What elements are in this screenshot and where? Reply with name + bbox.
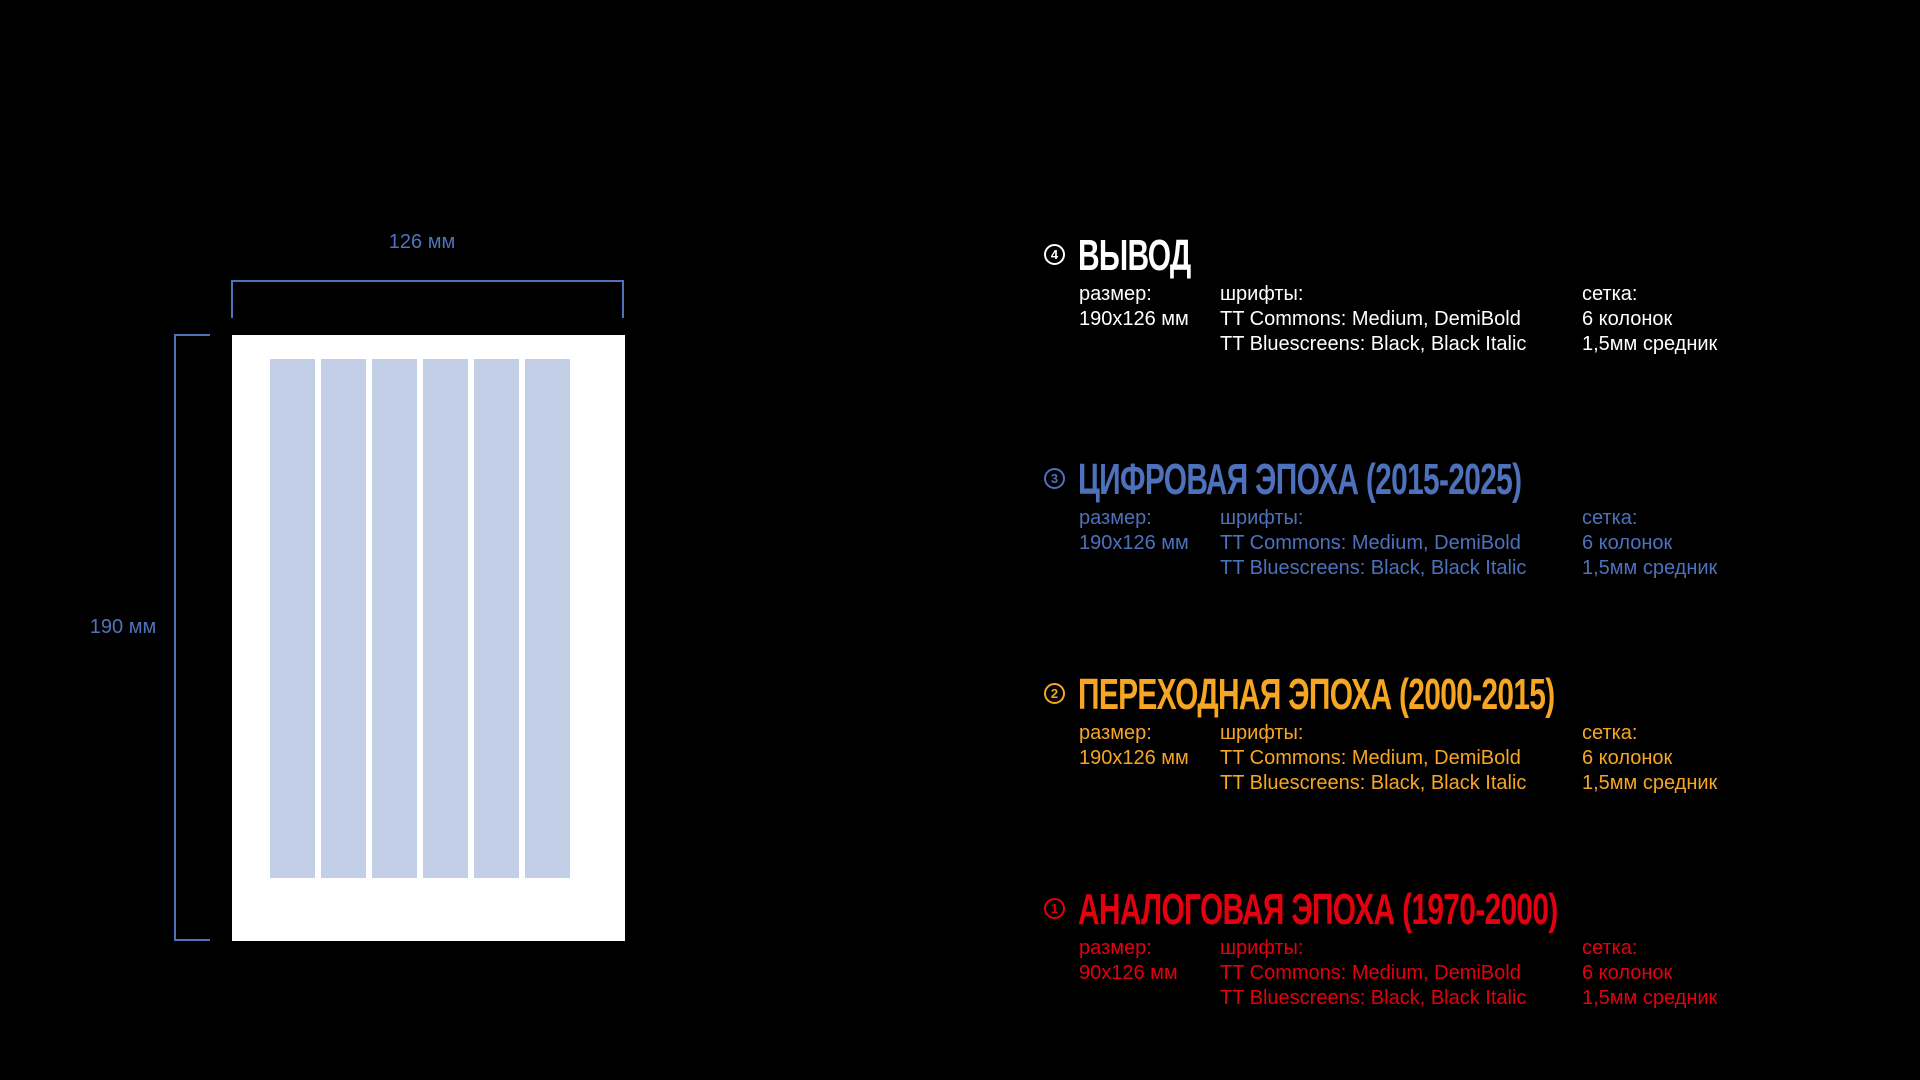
grid-line: 1,5мм средник [1582, 772, 1718, 794]
fonts-label: шрифты: [1220, 507, 1304, 529]
block-output [1044, 230, 1804, 362]
grid-column [270, 359, 315, 878]
grid-column [525, 359, 570, 878]
grid-column-info [1582, 936, 1717, 1011]
size-column [1079, 506, 1189, 556]
grid-column [372, 359, 417, 878]
grid-line: 6 колонок [1582, 747, 1673, 769]
grid-columns [270, 359, 570, 878]
grid-line: 6 колонок [1582, 962, 1673, 984]
fonts-line: TT Commons: Medium, DemiBold [1220, 308, 1521, 330]
size-value: 90x126 мм [1079, 962, 1178, 984]
fonts-line: TT Commons: Medium, DemiBold [1220, 747, 1521, 769]
block-transitional-era [1044, 669, 1804, 801]
grid-line: 1,5мм средник [1582, 987, 1718, 1009]
size-value: 190x126 мм [1079, 308, 1189, 330]
fonts-line: TT Commons: Medium, DemiBold [1220, 962, 1521, 984]
grid-column-info [1582, 721, 1717, 796]
width-bracket [231, 280, 624, 318]
size-column [1079, 936, 1178, 986]
size-column [1079, 721, 1189, 771]
fonts-column [1220, 282, 1526, 357]
fonts-label: шрифты: [1220, 283, 1304, 305]
number-badge: 3 [1044, 468, 1065, 489]
grid-label: сетка: [1582, 937, 1638, 959]
block-analog-era [1044, 884, 1804, 1016]
fonts-column [1220, 721, 1526, 796]
grid-line: 1,5мм средник [1582, 557, 1718, 579]
grid-label: сетка: [1582, 507, 1638, 529]
grid-line: 6 колонок [1582, 308, 1673, 330]
size-column [1079, 282, 1189, 332]
page-sheet [232, 335, 625, 941]
fonts-line: TT Bluescreens: Black, Black Italic [1220, 557, 1527, 579]
size-label: размер: [1079, 507, 1152, 529]
grid-column [423, 359, 468, 878]
grid-line: 6 колонок [1582, 532, 1673, 554]
height-bracket [174, 334, 210, 941]
fonts-label: шрифты: [1220, 722, 1304, 744]
grid-label: сетка: [1582, 283, 1638, 305]
block-digital-era [1044, 454, 1804, 586]
fonts-line: TT Bluescreens: Black, Black Italic [1220, 772, 1527, 794]
fonts-line: TT Bluescreens: Black, Black Italic [1220, 987, 1527, 1009]
width-dimension-label: 126 мм [388, 231, 456, 253]
grid-line: 1,5мм средник [1582, 333, 1718, 355]
grid-column [321, 359, 366, 878]
grid-column [474, 359, 519, 878]
height-dimension-label: 190 мм [89, 616, 157, 638]
size-value: 190x126 мм [1079, 747, 1189, 769]
grid-label: сетка: [1582, 722, 1638, 744]
number-badge: 2 [1044, 683, 1065, 704]
block-title: ЦИФРОВАЯ ЭПОХА (2015-2025) [1078, 455, 1522, 504]
fonts-column [1220, 936, 1526, 1011]
number-badge: 1 [1044, 898, 1065, 919]
fonts-line: TT Commons: Medium, DemiBold [1220, 532, 1521, 554]
block-title: ПЕРЕХОДНАЯ ЭПОХА (2000-2015) [1078, 670, 1555, 719]
size-label: размер: [1079, 937, 1152, 959]
block-title: АНАЛОГОВАЯ ЭПОХА (1970-2000) [1078, 885, 1558, 934]
number-badge: 4 [1044, 244, 1065, 265]
grid-column-info [1582, 506, 1717, 581]
size-label: размер: [1079, 722, 1152, 744]
grid-column-info [1582, 282, 1717, 357]
fonts-column [1220, 506, 1526, 581]
fonts-line: TT Bluescreens: Black, Black Italic [1220, 333, 1527, 355]
block-title: ВЫВОД [1078, 231, 1191, 280]
size-label: размер: [1079, 283, 1152, 305]
fonts-label: шрифты: [1220, 937, 1304, 959]
size-value: 190x126 мм [1079, 532, 1189, 554]
